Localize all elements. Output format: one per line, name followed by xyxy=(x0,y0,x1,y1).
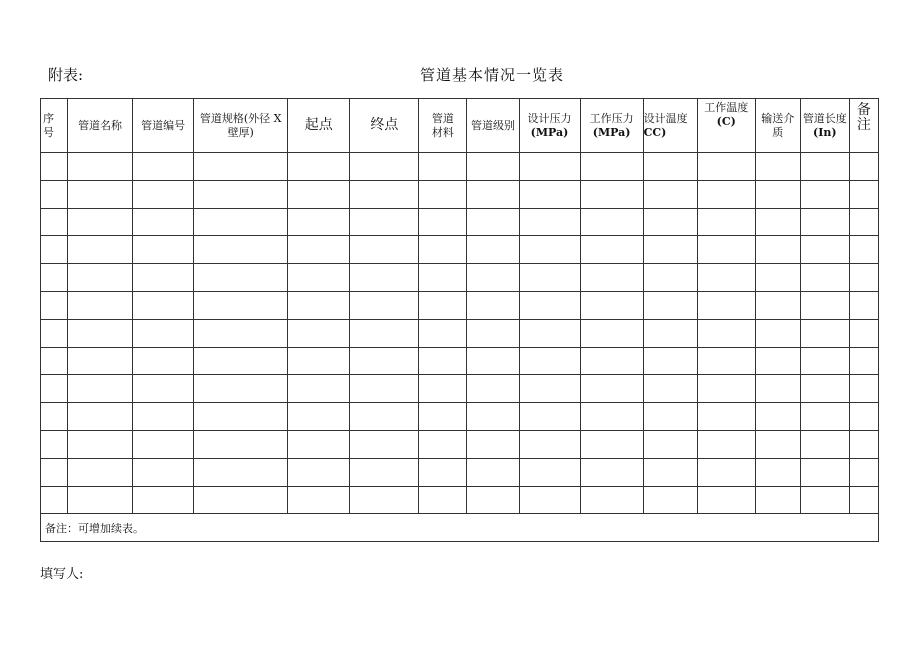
table-cell[interactable] xyxy=(41,236,68,264)
table-cell[interactable] xyxy=(467,347,519,375)
table-cell[interactable] xyxy=(800,430,849,458)
table-cell[interactable] xyxy=(194,180,288,208)
table-cell[interactable] xyxy=(643,180,697,208)
table-cell[interactable] xyxy=(643,403,697,431)
table-row xyxy=(41,264,879,292)
table-cell[interactable] xyxy=(697,180,755,208)
table-cell[interactable] xyxy=(800,208,849,236)
table-cell[interactable] xyxy=(288,236,350,264)
table-cell[interactable] xyxy=(68,208,133,236)
table-cell[interactable] xyxy=(755,319,800,347)
table-cell[interactable] xyxy=(755,458,800,486)
table-cell[interactable] xyxy=(849,430,878,458)
table-cell[interactable] xyxy=(697,375,755,403)
table-cell[interactable] xyxy=(68,458,133,486)
table-cell[interactable] xyxy=(697,347,755,375)
table-cell[interactable] xyxy=(68,153,133,181)
table-cell[interactable] xyxy=(643,208,697,236)
header-line: 起点 xyxy=(304,116,333,133)
header-line: 注 xyxy=(856,116,871,133)
table-cell[interactable] xyxy=(133,458,194,486)
table-cell[interactable] xyxy=(643,153,697,181)
table-cell[interactable] xyxy=(133,347,194,375)
table-row xyxy=(41,486,879,514)
table-cell[interactable] xyxy=(419,153,467,181)
table-cell[interactable] xyxy=(800,153,849,181)
header-line: 设计压力 xyxy=(527,111,572,125)
table-cell[interactable] xyxy=(133,486,194,514)
table-cell[interactable] xyxy=(350,153,419,181)
table-cell[interactable] xyxy=(68,347,133,375)
table-cell[interactable] xyxy=(800,347,849,375)
table-cell[interactable] xyxy=(288,180,350,208)
table-cell[interactable] xyxy=(580,403,643,431)
header-line: 输送介 xyxy=(761,111,795,125)
table-cell[interactable] xyxy=(849,236,878,264)
table-cell[interactable] xyxy=(800,236,849,264)
table-cell[interactable] xyxy=(194,486,288,514)
table-cell[interactable] xyxy=(697,153,755,181)
table-cell[interactable] xyxy=(755,264,800,292)
table-cell[interactable] xyxy=(580,319,643,347)
header-line: 管道长度 xyxy=(802,111,847,125)
table-cell[interactable] xyxy=(755,375,800,403)
table-cell[interactable] xyxy=(849,486,878,514)
header-line: 管道规格(外径 X xyxy=(199,111,282,125)
table-cell[interactable] xyxy=(519,208,580,236)
table-row xyxy=(41,291,879,319)
col-header-pipe-material xyxy=(419,99,467,153)
table-cell[interactable] xyxy=(849,180,878,208)
header-line: 壁厚) xyxy=(227,125,254,139)
table-cell[interactable] xyxy=(194,375,288,403)
header-line: 管道 xyxy=(431,111,454,125)
table-cell[interactable] xyxy=(419,319,467,347)
table-cell[interactable] xyxy=(643,264,697,292)
table-cell[interactable] xyxy=(467,291,519,319)
table-cell[interactable] xyxy=(643,291,697,319)
table-cell[interactable] xyxy=(41,403,68,431)
table-cell[interactable] xyxy=(755,403,800,431)
table-cell[interactable] xyxy=(419,236,467,264)
table-cell[interactable] xyxy=(194,208,288,236)
table-cell[interactable] xyxy=(41,486,68,514)
table-cell[interactable] xyxy=(41,153,68,181)
table-cell[interactable] xyxy=(519,486,580,514)
table-cell[interactable] xyxy=(519,347,580,375)
table-cell[interactable] xyxy=(755,347,800,375)
table-cell[interactable] xyxy=(643,347,697,375)
table-cell[interactable] xyxy=(41,291,68,319)
table-cell[interactable] xyxy=(41,375,68,403)
table-cell[interactable] xyxy=(350,180,419,208)
table-row xyxy=(41,403,879,431)
table-cell[interactable] xyxy=(519,264,580,292)
table-cell[interactable] xyxy=(41,208,68,236)
table-cell[interactable] xyxy=(133,319,194,347)
table-row xyxy=(41,375,879,403)
pipeline-table xyxy=(40,98,879,542)
table-row xyxy=(41,153,879,181)
note-text: 备注：可增加续表。 xyxy=(41,514,879,542)
table-cell[interactable] xyxy=(41,430,68,458)
table-cell[interactable] xyxy=(41,319,68,347)
table-cell[interactable] xyxy=(288,458,350,486)
col-header-pipe-length xyxy=(800,99,849,153)
table-cell[interactable] xyxy=(68,486,133,514)
table-cell[interactable] xyxy=(288,375,350,403)
table-cell[interactable] xyxy=(194,291,288,319)
col-header-end-point xyxy=(350,99,419,153)
table-cell[interactable] xyxy=(350,486,419,514)
table-cell[interactable] xyxy=(194,264,288,292)
col-header-index xyxy=(41,99,68,153)
table-cell[interactable] xyxy=(519,153,580,181)
table-cell[interactable] xyxy=(288,153,350,181)
table-cell[interactable] xyxy=(697,458,755,486)
table-cell[interactable] xyxy=(350,430,419,458)
table-cell[interactable] xyxy=(580,264,643,292)
note-row xyxy=(41,514,879,542)
table-row xyxy=(41,180,879,208)
table-body xyxy=(41,153,879,542)
table-cell[interactable] xyxy=(800,180,849,208)
col-header-medium xyxy=(755,99,800,153)
table-cell[interactable] xyxy=(419,486,467,514)
header-line: 管道编号 xyxy=(141,118,186,132)
table-cell[interactable] xyxy=(133,291,194,319)
header-line: 管道级别 xyxy=(470,118,515,132)
table-row xyxy=(41,208,879,236)
table-cell[interactable] xyxy=(194,236,288,264)
table-cell[interactable] xyxy=(350,458,419,486)
table-cell[interactable] xyxy=(849,153,878,181)
table-cell[interactable] xyxy=(519,180,580,208)
table-cell[interactable] xyxy=(849,319,878,347)
table-cell[interactable] xyxy=(519,403,580,431)
col-header-remarks xyxy=(849,99,878,153)
table-cell[interactable] xyxy=(519,319,580,347)
table-cell[interactable] xyxy=(697,264,755,292)
table-cell[interactable] xyxy=(133,208,194,236)
table-cell[interactable] xyxy=(194,319,288,347)
table-cell[interactable] xyxy=(68,291,133,319)
table-cell[interactable] xyxy=(580,486,643,514)
header-line: 工作温度 xyxy=(704,101,749,114)
table-cell[interactable] xyxy=(194,458,288,486)
table-cell[interactable] xyxy=(350,319,419,347)
table-cell[interactable] xyxy=(697,319,755,347)
header-line: (MPa) xyxy=(530,125,569,139)
table-cell[interactable] xyxy=(849,208,878,236)
table-cell[interactable] xyxy=(288,347,350,375)
table-cell[interactable] xyxy=(288,264,350,292)
table-cell[interactable] xyxy=(467,208,519,236)
table-cell[interactable] xyxy=(755,430,800,458)
table-cell[interactable] xyxy=(697,236,755,264)
table-cell[interactable] xyxy=(419,291,467,319)
table-cell[interactable] xyxy=(519,430,580,458)
col-header-working-temperature xyxy=(697,99,755,153)
table-cell[interactable] xyxy=(194,347,288,375)
col-header-working-pressure xyxy=(580,99,643,153)
table-cell[interactable] xyxy=(849,347,878,375)
col-header-pipe-grade xyxy=(467,99,519,153)
col-header-design-pressure xyxy=(519,99,580,153)
table-cell[interactable] xyxy=(68,403,133,431)
table-cell[interactable] xyxy=(194,153,288,181)
col-header-pipe-number xyxy=(133,99,194,153)
table-cell[interactable] xyxy=(288,403,350,431)
table-cell[interactable] xyxy=(68,236,133,264)
table-cell[interactable] xyxy=(133,375,194,403)
table-cell[interactable] xyxy=(288,291,350,319)
table-cell[interactable] xyxy=(643,486,697,514)
table-cell[interactable] xyxy=(41,180,68,208)
header-line: (MPa) xyxy=(592,125,631,139)
table-cell[interactable] xyxy=(68,264,133,292)
table-cell[interactable] xyxy=(697,403,755,431)
table-cell[interactable] xyxy=(580,208,643,236)
table-cell[interactable] xyxy=(419,403,467,431)
table-cell[interactable] xyxy=(643,236,697,264)
table-cell[interactable] xyxy=(800,403,849,431)
header-line: CC) xyxy=(643,125,667,139)
table-cell[interactable] xyxy=(288,208,350,236)
table-cell[interactable] xyxy=(467,486,519,514)
table-cell[interactable] xyxy=(697,430,755,458)
table-cell[interactable] xyxy=(643,319,697,347)
col-header-start-point xyxy=(288,99,350,153)
table-row xyxy=(41,236,879,264)
table-row xyxy=(41,458,879,486)
table-cell[interactable] xyxy=(519,458,580,486)
table-cell[interactable] xyxy=(755,180,800,208)
table-cell[interactable] xyxy=(800,319,849,347)
table-cell[interactable] xyxy=(288,486,350,514)
table-cell[interactable] xyxy=(133,180,194,208)
table-cell[interactable] xyxy=(800,291,849,319)
table-cell[interactable] xyxy=(350,347,419,375)
table-cell[interactable] xyxy=(133,403,194,431)
table-cell[interactable] xyxy=(419,375,467,403)
col-header-pipe-spec xyxy=(194,99,288,153)
table-cell[interactable] xyxy=(41,458,68,486)
table-cell[interactable] xyxy=(68,430,133,458)
table-cell[interactable] xyxy=(519,236,580,264)
table-cell[interactable] xyxy=(133,153,194,181)
table-cell[interactable] xyxy=(755,291,800,319)
header-row xyxy=(41,99,879,153)
table-cell[interactable] xyxy=(288,430,350,458)
table-cell[interactable] xyxy=(68,375,133,403)
table-cell[interactable] xyxy=(849,291,878,319)
table-cell[interactable] xyxy=(697,291,755,319)
table-cell[interactable] xyxy=(755,153,800,181)
header-line: 号 xyxy=(43,125,54,139)
table-cell[interactable] xyxy=(133,236,194,264)
table-cell[interactable] xyxy=(467,375,519,403)
col-header-pipe-name xyxy=(68,99,133,153)
table-cell[interactable] xyxy=(697,208,755,236)
table-cell[interactable] xyxy=(580,236,643,264)
table-cell[interactable] xyxy=(133,430,194,458)
table-cell[interactable] xyxy=(467,264,519,292)
table-row xyxy=(41,319,879,347)
table-cell[interactable] xyxy=(580,375,643,403)
table-cell[interactable] xyxy=(350,236,419,264)
header-line: 序 xyxy=(43,111,54,125)
table-cell[interactable] xyxy=(643,430,697,458)
table-cell[interactable] xyxy=(467,180,519,208)
table-cell[interactable] xyxy=(643,375,697,403)
table-cell[interactable] xyxy=(580,291,643,319)
table-cell[interactable] xyxy=(41,264,68,292)
table-cell[interactable] xyxy=(755,486,800,514)
table-cell[interactable] xyxy=(849,403,878,431)
header-line: 终点 xyxy=(370,116,399,133)
table-cell[interactable] xyxy=(849,264,878,292)
table-cell[interactable] xyxy=(419,430,467,458)
table-cell[interactable] xyxy=(133,264,194,292)
table-cell[interactable] xyxy=(194,430,288,458)
table-cell[interactable] xyxy=(580,458,643,486)
col-header-design-temperature xyxy=(643,99,697,153)
table-cell[interactable] xyxy=(350,264,419,292)
table-cell[interactable] xyxy=(849,375,878,403)
table-cell[interactable] xyxy=(800,486,849,514)
header-line: 备 xyxy=(856,102,871,118)
table-cell[interactable] xyxy=(419,458,467,486)
table-cell[interactable] xyxy=(519,375,580,403)
header-line: 工作压力 xyxy=(589,111,634,125)
header-line: 管道名称 xyxy=(78,118,123,132)
table-cell[interactable] xyxy=(580,180,643,208)
header-line: (C) xyxy=(716,114,736,128)
table-cell[interactable] xyxy=(467,430,519,458)
table-cell[interactable] xyxy=(800,375,849,403)
header-line: 质 xyxy=(772,125,784,139)
table-cell[interactable] xyxy=(580,153,643,181)
table-cell[interactable] xyxy=(643,458,697,486)
table-cell[interactable] xyxy=(419,208,467,236)
table-cell[interactable] xyxy=(467,236,519,264)
header-line: 材料 xyxy=(431,125,454,139)
header-line: 设计温度 xyxy=(643,111,688,125)
table-cell[interactable] xyxy=(755,236,800,264)
table-cell[interactable] xyxy=(350,375,419,403)
table-row xyxy=(41,430,879,458)
attachment-label: 附表: xyxy=(48,66,84,84)
document-title: 管道基本情况一览表 xyxy=(420,66,565,84)
header-line: (In) xyxy=(813,125,837,139)
table-cell[interactable] xyxy=(194,403,288,431)
table-cell[interactable] xyxy=(467,319,519,347)
table-cell[interactable] xyxy=(419,347,467,375)
table-cell[interactable] xyxy=(755,208,800,236)
table-cell[interactable] xyxy=(800,458,849,486)
table-cell[interactable] xyxy=(350,291,419,319)
table-cell[interactable] xyxy=(467,458,519,486)
filler-label: 填写人: xyxy=(40,567,84,582)
table-cell[interactable] xyxy=(68,180,133,208)
table-cell[interactable] xyxy=(41,347,68,375)
table-cell[interactable] xyxy=(467,403,519,431)
table-cell[interactable] xyxy=(288,319,350,347)
table-cell[interactable] xyxy=(800,264,849,292)
table-cell[interactable] xyxy=(580,347,643,375)
table-cell[interactable] xyxy=(419,264,467,292)
table-cell[interactable] xyxy=(467,153,519,181)
table-cell[interactable] xyxy=(849,458,878,486)
table-cell[interactable] xyxy=(697,486,755,514)
table-cell[interactable] xyxy=(580,430,643,458)
table-cell[interactable] xyxy=(519,291,580,319)
table-row xyxy=(41,347,879,375)
table-cell[interactable] xyxy=(350,208,419,236)
table-cell[interactable] xyxy=(68,319,133,347)
table-cell[interactable] xyxy=(419,180,467,208)
table-cell[interactable] xyxy=(350,403,419,431)
